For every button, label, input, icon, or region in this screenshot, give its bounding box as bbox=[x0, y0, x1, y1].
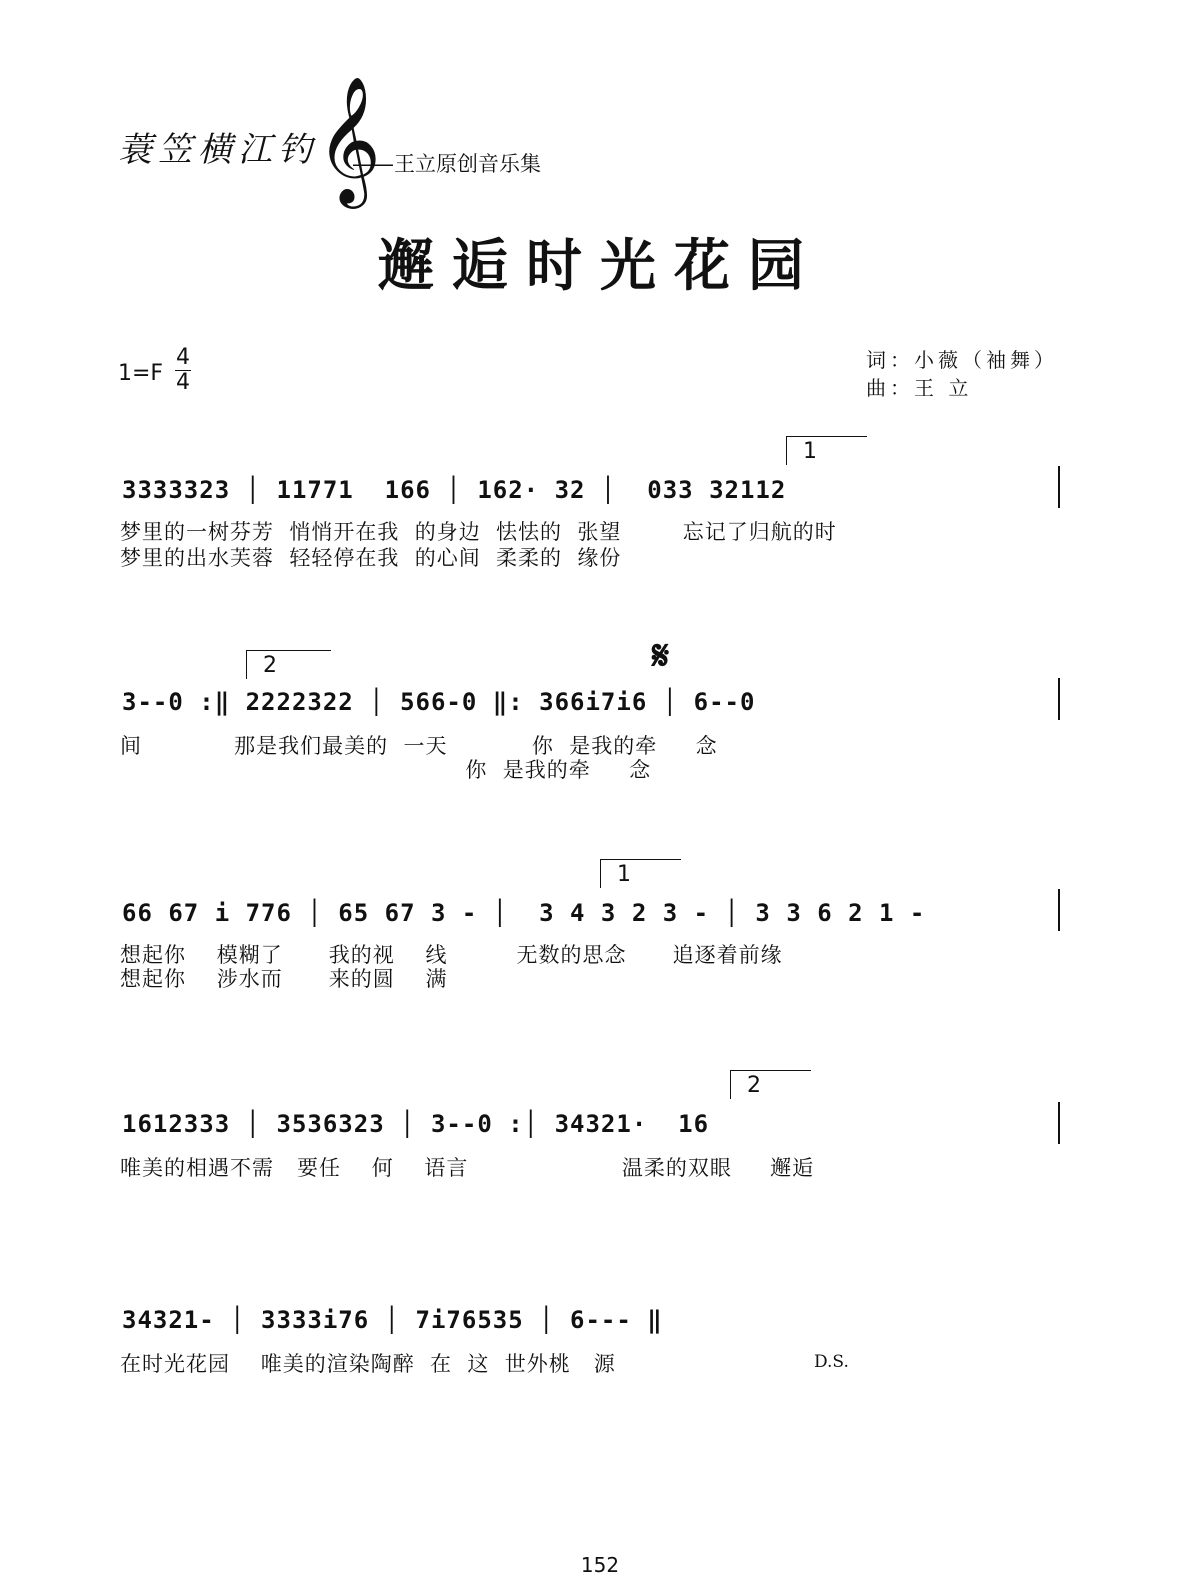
lyrics-verse-1: 唯美的相遇不需 要任 何 语言 温柔的双眼 邂逅 bbox=[120, 1156, 815, 1180]
volta-bracket bbox=[600, 859, 681, 888]
lyrics-verse-2: 你 是我的牵 念 bbox=[120, 758, 652, 782]
barline bbox=[1058, 678, 1060, 720]
composer-credit: 曲：王 立 bbox=[866, 376, 973, 400]
notation-line: 3--0 :‖ 2222322 │ 566-0 ‖: 366i7i6 │ 6--0 bbox=[122, 688, 756, 716]
segno-icon: 𝄋 bbox=[652, 632, 670, 679]
volta-bracket bbox=[246, 650, 331, 679]
notation-line: 3333323 │ 11771 166 │ 162· 32 │ 033 32112 bbox=[122, 476, 787, 504]
volta-number: 2 bbox=[747, 1073, 761, 1098]
lyrics-verse-1: 在时光花园 唯美的渲染陶醉 在 这 世外桃 源 bbox=[120, 1352, 616, 1376]
song-title: 邂逅时光花园 bbox=[378, 233, 822, 299]
lyrics-verse-1: 间 那是我们最美的 一天 你 是我的牵 念 bbox=[120, 734, 718, 758]
volta-number: 2 bbox=[263, 653, 277, 678]
notation-line: 66 67 i 776 │ 65 67 3 - │ 3 4 3 2 3 - │ 3 3 6 2 1 - bbox=[122, 899, 926, 927]
key-signature: 1=F bbox=[118, 361, 164, 386]
lyricist-credit: 词：小薇（袖舞） bbox=[866, 348, 1058, 372]
dal-segno-mark: D.S. bbox=[814, 1352, 849, 1372]
lyrics-verse-2: 梦里的出水芙蓉 轻轻停在我 的心间 柔柔的 缘份 bbox=[120, 546, 622, 570]
meter-top: 4 bbox=[176, 345, 190, 370]
treble-clef-icon: 𝄞 bbox=[316, 75, 382, 203]
system-4 bbox=[0, 1068, 1200, 1198]
barline bbox=[1058, 889, 1060, 931]
barline bbox=[1058, 466, 1060, 508]
volta-bracket bbox=[730, 1070, 811, 1099]
system-2 bbox=[0, 632, 1200, 790]
system-1 bbox=[0, 430, 1200, 580]
volta-number: 1 bbox=[617, 862, 631, 887]
system-3 bbox=[0, 855, 1200, 1005]
page-number: 152 bbox=[580, 1553, 620, 1577]
barline bbox=[1058, 1102, 1060, 1144]
time-signature bbox=[175, 346, 191, 395]
series-title: 蓑笠横江钓 bbox=[118, 130, 318, 170]
lyrics-verse-2: 想起你 涉水而 来的圆 满 bbox=[120, 967, 448, 991]
volta-bracket bbox=[786, 436, 867, 465]
system-5 bbox=[0, 1282, 1200, 1392]
meter-bottom: 4 bbox=[176, 370, 190, 395]
volta-number: 1 bbox=[803, 439, 817, 464]
notation-line: 1612333 │ 3536323 │ 3--0 :│ 34321· 16 bbox=[122, 1110, 710, 1138]
lyrics-verse-1: 想起你 模糊了 我的视 线 无数的思念 追逐着前缘 bbox=[120, 943, 783, 967]
series-subtitle: ——王立原创音乐集 bbox=[352, 152, 541, 176]
notation-line: 34321- │ 3333i76 │ 7i76535 │ 6--- ‖ bbox=[122, 1306, 663, 1334]
lyrics-verse-1: 梦里的一树芬芳 悄悄开在我 的身边 怯怯的 张望 忘记了归航的时 bbox=[120, 520, 837, 544]
